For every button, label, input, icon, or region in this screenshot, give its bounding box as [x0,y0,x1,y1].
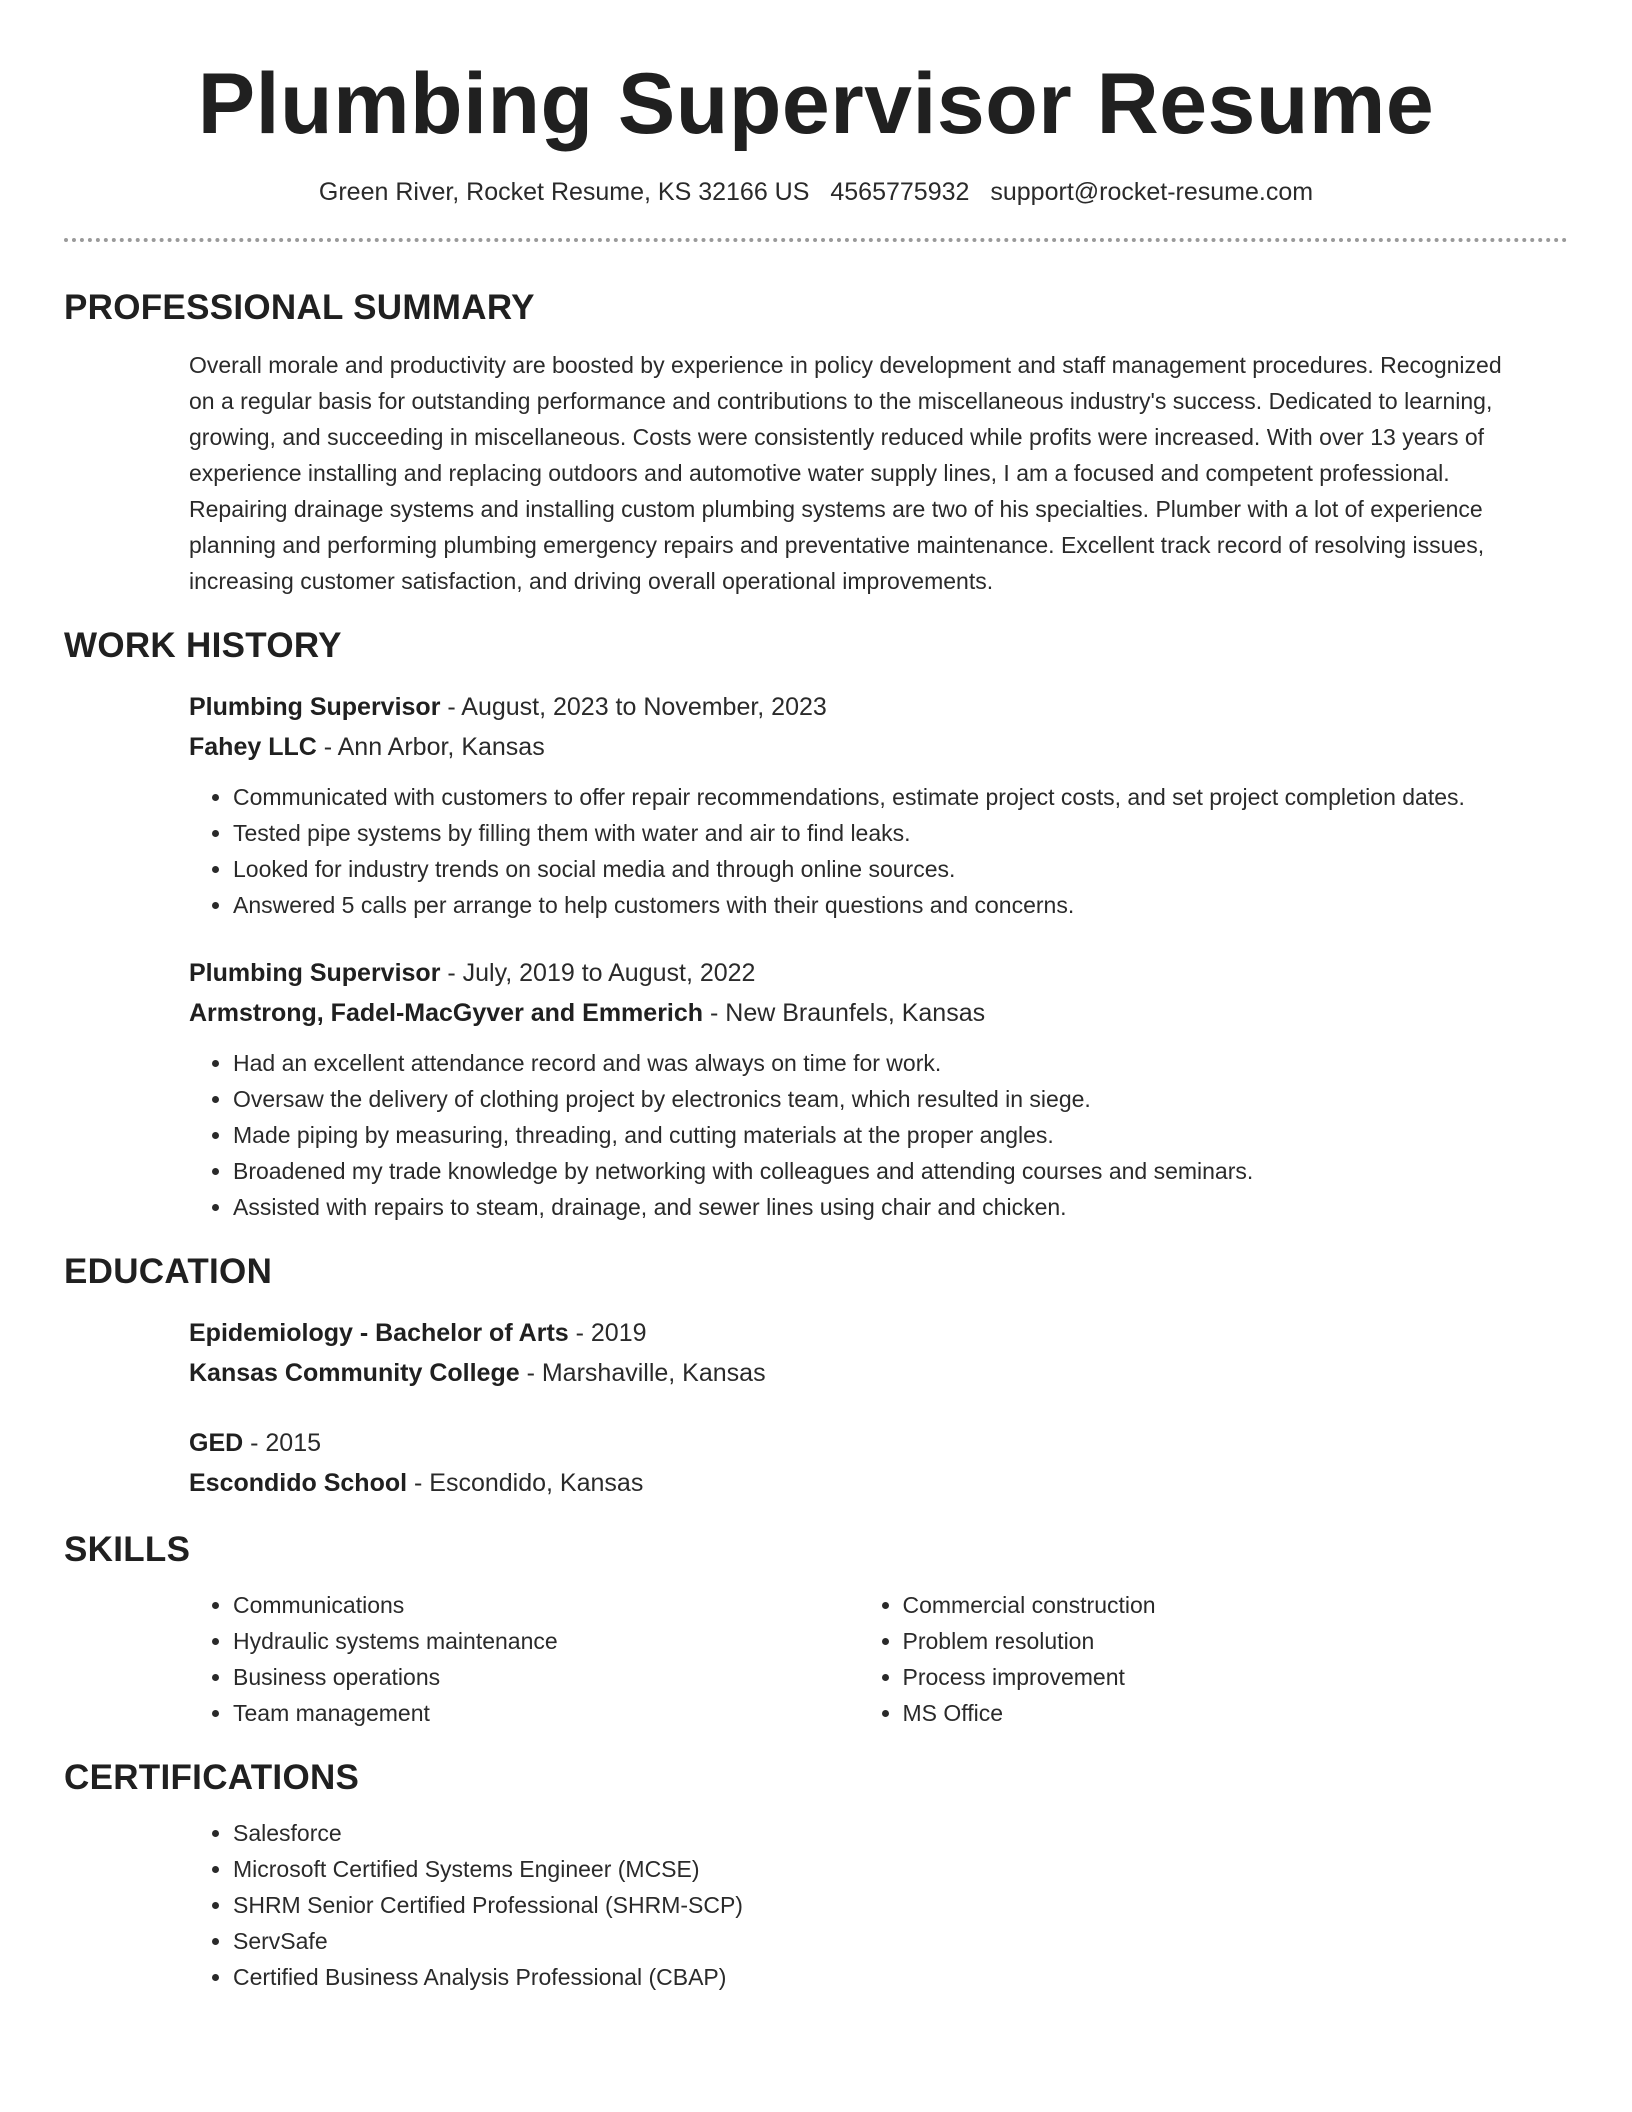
education-degree: GED [189,1429,244,1457]
skill-item: • Business operations [233,1659,859,1695]
education-degree-line [189,1423,1528,1463]
job-bullet: • Broadened my trade knowledge by networking with colleagues and attending courses and seminars. [233,1153,1528,1189]
work-history-heading: WORK HISTORY [64,626,342,665]
education-location: - Marshaville, Kansas [519,1359,766,1387]
education-heading: EDUCATION [64,1252,273,1291]
education-school-line [189,1463,1528,1503]
job-bullet: • Communicated with customers to offer repair recommendations, estimate project costs, and set project completion dates. [233,779,1528,815]
job-title-line [189,687,1528,727]
header-divider [64,238,1568,242]
certification-item: • Microsoft Certified Systems Engineer (MCSE) [233,1851,1528,1887]
certification-item: • ServSafe [233,1923,1528,1959]
job-bullets [189,1045,1528,1225]
contact-line [64,176,1568,208]
contact-phone: 4565775932 [830,178,970,206]
certification-item: • Certified Business Analysis Professional (CBAP) [233,1959,1528,1995]
skill-item: • Problem resolution [903,1623,1529,1659]
job-location: - Ann Arbor, Kansas [316,733,545,761]
job-company-line [189,727,1528,767]
resume-page [64,0,1568,1995]
contact-email: support@rocket-resume.com [990,178,1314,206]
contact-address: Green River, Rocket Resume, KS 32166 US [318,178,810,206]
job-dates: - August, 2023 to November, 2023 [440,693,827,721]
education-school: Escondido School [189,1469,408,1497]
job-dates: - July, 2019 to August, 2022 [440,959,756,987]
job-location: - New Braunfels, Kansas [703,999,986,1027]
skill-item: • Team management [233,1695,859,1731]
job-bullet: • Assisted with repairs to steam, drainage, and sewer lines using chair and chicken. [233,1189,1528,1225]
job-bullet: • Answered 5 calls per arrange to help customers with their questions and concerns. [233,887,1528,923]
job-title: Plumbing Supervisor [189,959,441,987]
education-school-line [189,1353,1528,1393]
job-company: Armstrong, Fadel-MacGyver and Emmerich [189,999,704,1027]
resume-title: Plumbing Supervisor Resume [197,56,1435,152]
education-location: - Escondido, Kansas [407,1469,644,1497]
job-company: Fahey LLC [189,733,317,761]
skill-item: • Process improvement [903,1659,1529,1695]
job-bullet: • Oversaw the delivery of clothing project by electronics team, which resulted in siege. [233,1081,1528,1117]
education-year: - 2015 [243,1429,322,1457]
skills-list-right [859,1587,1529,1731]
certifications-heading: CERTIFICATIONS [64,1758,360,1797]
job-title-line [189,953,1528,993]
education-degree-line [189,1313,1528,1353]
summary-text: Overall morale and productivity are boosted by experience in policy development and staff management procedures. Recognized on a regular basis for outstanding performance and contributions to the miscellaneous industry's success. Dedicated to learning, growing, and succeeding in miscellaneous. Costs were consistently reduced while profits were increased. With over 13 years of experience installing and replacing outdoors and automotive water supply lines, I am a focused and competent professional. Repairing drainage systems and installing custom plumbing systems are two of his specialties. Plumber with a lot of experience planning and performing plumbing emergency repairs and preventative maintenance. Excellent track record of resolving issues, increasing customer satisfaction, and driving overall operational improvements. [189,352,1502,594]
skill-item: • MS Office [903,1695,1529,1731]
certifications-block [189,1815,1528,1995]
certification-item: • Salesforce [233,1815,1528,1851]
skills-list-left [189,1587,859,1731]
education-degree: Epidemiology - Bachelor of Arts [189,1319,569,1347]
education-school: Kansas Community College [189,1359,520,1387]
certification-item: • SHRM Senior Certified Professional (SHRM-SCP) [233,1887,1528,1923]
skill-item: • Commercial construction [903,1587,1529,1623]
education-year: - 2019 [568,1319,647,1347]
skill-item: • Hydraulic systems maintenance [233,1623,859,1659]
education-entry [189,1313,1528,1393]
summary-heading: PROFESSIONAL SUMMARY [64,288,535,327]
skills-grid [189,1587,1528,1731]
job-bullet: • Had an excellent attendance record and was always on time for work. [233,1045,1528,1081]
job-bullet: • Made piping by measuring, threading, and cutting materials at the proper angles. [233,1117,1528,1153]
job-title: Plumbing Supervisor [189,693,441,721]
job-bullets [189,779,1528,923]
skill-item: • Communications [233,1587,859,1623]
education-entry [189,1423,1528,1503]
job-entry [189,953,1528,1225]
job-bullet: • Tested pipe systems by filling them with water and air to find leaks. [233,815,1528,851]
job-entry [189,687,1528,923]
job-company-line [189,993,1528,1033]
job-bullet: • Looked for industry trends on social media and through online sources. [233,851,1528,887]
skills-heading: SKILLS [64,1530,191,1569]
certifications-list [189,1815,1528,1995]
